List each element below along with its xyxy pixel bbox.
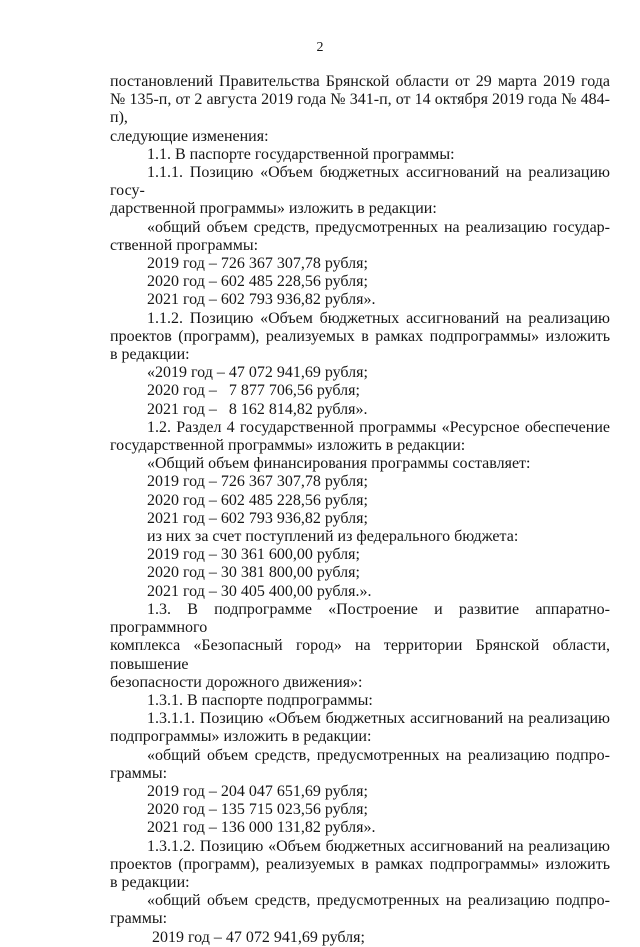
text-line: № 135-п, от 2 августа 2019 года № 341-п, от 14 октября 2019 года № 484-п),	[110, 91, 610, 127]
year-amount-line: 2021 год – 602 793 936,82 рубля».	[147, 291, 376, 309]
year-amount-line: «2019 год – 47 072 941,69 рубля;	[147, 364, 368, 382]
text-line: «общий объем средств, предусмотренных на реализацию подпро-	[147, 892, 610, 910]
text-line: граммы:	[110, 910, 168, 928]
year-amount-line: 2019 год – 47 072 941,69 рубля;	[152, 928, 365, 946]
text-line: проектов (программ), реализуемых в рамках подпрограммы» изложить	[110, 855, 610, 873]
text-line: граммы:	[110, 764, 168, 782]
text-line: следующие изменения:	[110, 127, 269, 145]
text-line: «общий объем средств, предусмотренных на реализацию государ-	[147, 218, 610, 236]
page-number: 2	[316, 40, 324, 55]
text-line: безопасности дорожного движения»:	[110, 673, 363, 691]
year-amount-line: 2020 год – 135 715 023,56 рубля;	[147, 801, 368, 819]
text-line: в редакции:	[110, 873, 190, 891]
year-amount-line: 2020 год – 30 381 800,00 рубля;	[147, 564, 360, 582]
text-line: 1.3. В подпрограмме «Построение и развитие аппаратно-программного	[110, 600, 610, 637]
text-line: подпрограммы» изложить в редакции:	[110, 728, 372, 746]
year-amount-line: 2019 год – 204 047 651,69 рубля;	[147, 782, 368, 800]
section-heading: 1.1. В паспорте государственной программы:	[147, 145, 455, 163]
text-line: проектов (программ), реализуемых в рамках подпрограммы» изложить	[110, 327, 610, 345]
year-amount-line: 2020 год – 602 485 228,56 рубля;	[147, 491, 368, 509]
text-line: «общий объем средств, предусмотренных на реализацию подпро-	[147, 746, 610, 764]
year-amount-line: 2019 год – 726 367 307,78 рубля;	[147, 473, 368, 491]
text-line: в редакции:	[110, 346, 190, 364]
text-line: «Общий объем финансирования программы составляет:	[147, 455, 531, 473]
text-line: ственной программы:	[110, 236, 259, 254]
text-line: государственной программы» изложить в редакции:	[110, 437, 466, 455]
year-amount-line: 2019 год – 30 361 600,00 рубля;	[147, 546, 360, 564]
text-line: 1.3.1.1. Позицию «Объем бюджетных ассигнований на реализацию	[147, 710, 610, 728]
text-line: 1.1.1. Позицию «Объем бюджетных ассигнований на реализацию госу-	[110, 164, 610, 200]
text-line: комплекса «Безопасный город» на территории Брянской области, повышение	[110, 637, 610, 673]
year-amount-line: 2021 год – 8 162 814,82 рубля».	[147, 400, 368, 418]
text-line: дарственной программы» изложить в редакции:	[110, 200, 437, 218]
document-body	[110, 73, 610, 947]
text-line: постановлений Правительства Брянской области от 29 марта 2019 года	[110, 73, 610, 90]
text-line: 1.3.1.2. Позицию «Объем бюджетных ассигнований на реализацию	[147, 837, 610, 855]
text-line: 1.2. Раздел 4 государственной программы «Ресурсное обеспечение	[147, 418, 610, 436]
year-amount-line: 2020 год – 7 877 706,56 рубля;	[147, 382, 360, 400]
text-line: из них за счет поступлений из федерального бюджета:	[147, 528, 519, 546]
section-heading: 1.3.1. В паспорте подпрограммы:	[147, 691, 373, 709]
year-amount-line: 2020 год – 602 485 228,56 рубля;	[147, 273, 368, 291]
year-amount-line: 2019 год – 726 367 307,78 рубля;	[147, 255, 368, 273]
year-amount-line: 2021 год – 136 000 131,82 рубля».	[147, 819, 376, 837]
year-amount-line: 2021 год – 602 793 936,82 рубля;	[147, 509, 368, 527]
year-amount-line: 2021 год – 30 405 400,00 рубля.».	[147, 582, 372, 600]
text-line: 1.1.2. Позицию «Объем бюджетных ассигнований на реализацию	[147, 309, 610, 327]
